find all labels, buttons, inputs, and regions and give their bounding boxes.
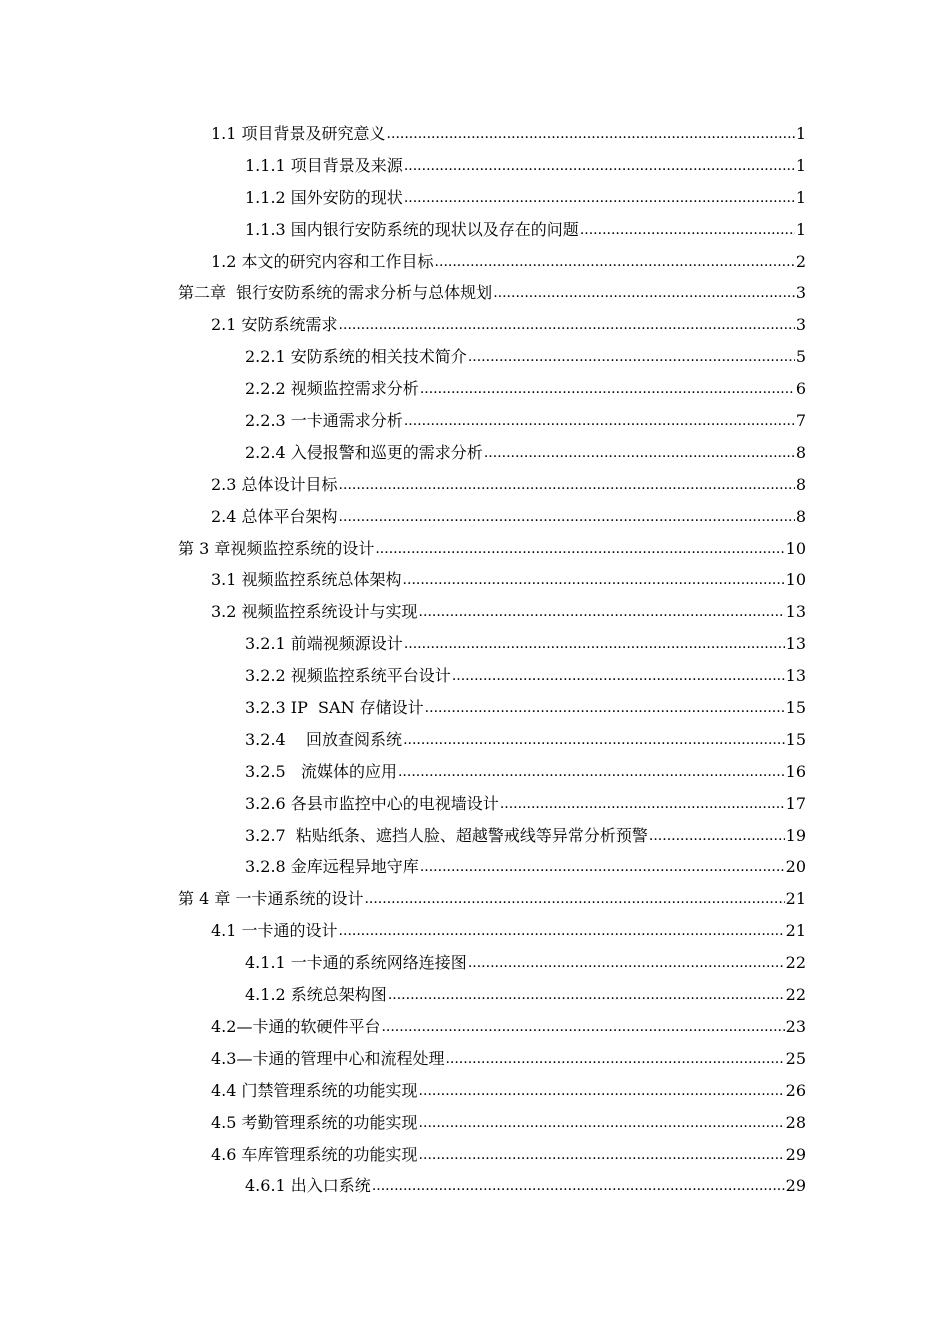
toc-page-number: 28 xyxy=(785,1112,806,1132)
toc-page-number: 13 xyxy=(785,602,806,622)
toc-entry-title: 3.1 视频监控系统总体架构 xyxy=(211,570,402,590)
toc-entry[interactable] xyxy=(0,246,950,278)
toc-page-number: 6 xyxy=(795,379,806,399)
toc-entry[interactable] xyxy=(0,883,950,915)
toc-dot-leader xyxy=(404,182,795,214)
toc-page-number: 3 xyxy=(795,283,806,303)
toc-entry-title: 3.2.4 回放查阅系统 xyxy=(245,729,403,749)
toc-entry-title: 4.1.1 一卡通的系统网络连接图 xyxy=(245,953,467,973)
toc-entry-title: 4.1.2 系统总架构图 xyxy=(245,985,387,1005)
toc-entry[interactable] xyxy=(0,915,950,947)
toc-entry-title: 3.2.7 粘贴纸条、遮挡人脸、超越警戒线等异常分析预警 xyxy=(245,825,648,845)
toc-dot-leader xyxy=(339,309,795,341)
toc-entry[interactable] xyxy=(0,692,950,724)
toc-page-number: 29 xyxy=(785,1144,806,1164)
toc-dot-leader xyxy=(468,947,785,979)
toc-entry[interactable] xyxy=(0,214,950,246)
toc-dot-leader xyxy=(419,1075,785,1107)
toc-entry[interactable] xyxy=(0,628,950,660)
toc-dot-leader xyxy=(404,405,795,437)
toc-dot-leader xyxy=(387,118,795,150)
toc-page-number: 13 xyxy=(785,634,806,654)
toc-entry-title: 4.1 一卡通的设计 xyxy=(211,921,338,941)
toc-entry[interactable] xyxy=(0,564,950,596)
toc-page-number: 15 xyxy=(785,698,806,718)
toc-page-number: 8 xyxy=(795,506,806,526)
toc-page-number: 16 xyxy=(785,761,806,781)
toc-dot-leader xyxy=(388,979,785,1011)
toc-entry-title: 2.2.3 一卡通需求分析 xyxy=(245,411,403,431)
toc-entry[interactable] xyxy=(0,150,950,182)
toc-dot-leader xyxy=(404,628,785,660)
toc-entry[interactable] xyxy=(0,501,950,533)
toc-dot-leader xyxy=(468,341,795,373)
toc-entry-title: 4.2—卡通的软硬件平台 xyxy=(211,1016,381,1036)
toc-entry[interactable] xyxy=(0,533,950,565)
toc-entry[interactable] xyxy=(0,277,950,309)
toc-entry[interactable] xyxy=(0,947,950,979)
toc-entry-title: 1.1.2 国外安防的现状 xyxy=(245,187,403,207)
toc-entry[interactable] xyxy=(0,1043,950,1075)
toc-entry-title: 3.2.6 各县市监控中心的电视墙设计 xyxy=(245,793,499,813)
toc-page-number: 1 xyxy=(795,187,806,207)
toc-entry[interactable] xyxy=(0,820,950,852)
toc-page-number: 1 xyxy=(795,124,806,143)
toc-dot-leader xyxy=(375,533,784,565)
toc-entry-title: 2.2.1 安防系统的相关技术简介 xyxy=(245,347,467,367)
toc-entry-title: 第二章 银行安防系统的需求分析与总体规划 xyxy=(178,283,493,303)
toc-dot-leader xyxy=(381,1011,784,1043)
toc-dot-leader xyxy=(404,150,795,182)
toc-page-number: 5 xyxy=(795,347,806,367)
toc-entry[interactable] xyxy=(0,1011,950,1043)
toc-page-number: 7 xyxy=(795,411,806,431)
toc-page-number: 17 xyxy=(785,793,806,813)
toc-page-number: 29 xyxy=(785,1176,806,1196)
toc-dot-leader xyxy=(420,851,785,883)
toc-page-number: 10 xyxy=(785,538,806,558)
toc-page-number: 1 xyxy=(795,155,806,175)
toc-dot-leader xyxy=(403,724,785,756)
toc-dot-leader xyxy=(649,820,785,852)
toc-dot-leader xyxy=(339,469,795,501)
toc-entry-title: 3.2.5 流媒体的应用 xyxy=(245,761,397,781)
toc-page-number: 13 xyxy=(785,666,806,686)
toc-entry-title: 1.2 本文的研究内容和工作目标 xyxy=(211,251,434,271)
toc-dot-leader xyxy=(500,788,785,820)
toc-dot-leader xyxy=(364,883,784,915)
table-of-contents xyxy=(0,118,950,1202)
toc-entry[interactable] xyxy=(0,596,950,628)
toc-page-number: 8 xyxy=(795,442,806,462)
toc-dot-leader xyxy=(339,915,785,947)
toc-entry[interactable] xyxy=(0,182,950,214)
toc-page-number: 1 xyxy=(795,219,806,239)
toc-page-number: 21 xyxy=(785,921,806,941)
toc-dot-leader xyxy=(419,596,785,628)
toc-entry-title: 4.4 门禁管理系统的功能实现 xyxy=(211,1080,418,1100)
toc-entry-title: 2.2.4 入侵报警和巡更的需求分析 xyxy=(245,442,483,462)
toc-entry[interactable] xyxy=(0,309,950,341)
toc-entry-title: 4.6 车库管理系统的功能实现 xyxy=(211,1144,418,1164)
toc-entry[interactable] xyxy=(0,788,950,820)
toc-page-number: 20 xyxy=(785,857,806,877)
toc-entry-title: 1.1.1 项目背景及来源 xyxy=(245,155,403,175)
toc-dot-leader xyxy=(484,437,795,469)
toc-page-number: 22 xyxy=(785,985,806,1005)
toc-entry[interactable] xyxy=(0,437,950,469)
toc-entry-title: 3.2.8 金库远程异地守库 xyxy=(245,857,419,877)
toc-entry[interactable] xyxy=(0,979,950,1011)
toc-entry-title: 4.5 考勤管理系统的功能实现 xyxy=(211,1112,418,1132)
toc-entry[interactable] xyxy=(0,851,950,883)
toc-page-number: 21 xyxy=(785,889,806,909)
toc-entry-title: 2.1 安防系统需求 xyxy=(211,315,338,335)
toc-page-number: 8 xyxy=(795,474,806,494)
toc-dot-leader xyxy=(339,501,795,533)
toc-page-number: 19 xyxy=(785,825,806,845)
toc-entry-title: 3.2.2 视频监控系统平台设计 xyxy=(245,666,451,686)
toc-entry-title: 2.3 总体设计目标 xyxy=(211,474,338,494)
toc-entry-title: 4.6.1 出入口系统 xyxy=(245,1176,371,1196)
toc-entry-title: 1.1.3 国内银行安防系统的现状以及存在的问题 xyxy=(245,219,579,239)
toc-entry-title: 第 3 章视频监控系统的设计 xyxy=(178,538,375,558)
toc-entry-title: 2.4 总体平台架构 xyxy=(211,506,338,526)
toc-page-number: 26 xyxy=(785,1080,806,1100)
toc-dot-leader xyxy=(445,1043,784,1075)
toc-entry[interactable] xyxy=(0,724,950,756)
toc-page-number: 23 xyxy=(785,1016,806,1036)
toc-entry[interactable] xyxy=(0,660,950,692)
toc-entry[interactable] xyxy=(0,1075,950,1107)
toc-entry-title: 3.2.3 IP SAN 存储设计 xyxy=(245,698,424,718)
toc-dot-leader xyxy=(398,756,785,788)
toc-entry-title: 3.2 视频监控系统设计与实现 xyxy=(211,602,418,622)
toc-entry[interactable] xyxy=(0,405,950,437)
toc-page-number: 25 xyxy=(785,1048,806,1068)
toc-entry[interactable] xyxy=(0,469,950,501)
toc-dot-leader xyxy=(425,692,785,724)
toc-entry[interactable] xyxy=(0,1139,950,1171)
toc-entry-title: 4.3—卡通的管理中心和流程处理 xyxy=(211,1048,445,1068)
toc-dot-leader xyxy=(419,1107,785,1139)
toc-dot-leader xyxy=(493,277,795,309)
toc-dot-leader xyxy=(435,246,795,278)
toc-page-number: 2 xyxy=(795,251,806,271)
toc-page-number: 15 xyxy=(785,729,806,749)
toc-entry-title: 1.1 项目背景及研究意义 xyxy=(211,124,386,143)
toc-page-number: 10 xyxy=(785,570,806,590)
toc-entry-title: 3.2.1 前端视频源设计 xyxy=(245,634,403,654)
toc-entry[interactable] xyxy=(0,118,950,150)
toc-entry[interactable] xyxy=(0,373,950,405)
toc-entry-title: 第 4 章 一卡通系统的设计 xyxy=(178,889,364,909)
toc-entry[interactable] xyxy=(0,1107,950,1139)
toc-dot-leader xyxy=(372,1170,785,1202)
toc-dot-leader xyxy=(419,1139,785,1171)
toc-entry[interactable] xyxy=(0,1170,950,1202)
toc-page-number: 3 xyxy=(795,315,806,335)
toc-dot-leader xyxy=(452,660,785,692)
toc-dot-leader xyxy=(580,214,795,246)
toc-entry-title: 2.2.2 视频监控需求分析 xyxy=(245,379,419,399)
toc-entry[interactable] xyxy=(0,756,950,788)
toc-page-number: 22 xyxy=(785,953,806,973)
toc-dot-leader xyxy=(420,373,795,405)
toc-entry[interactable] xyxy=(0,341,950,373)
toc-dot-leader xyxy=(403,564,785,596)
